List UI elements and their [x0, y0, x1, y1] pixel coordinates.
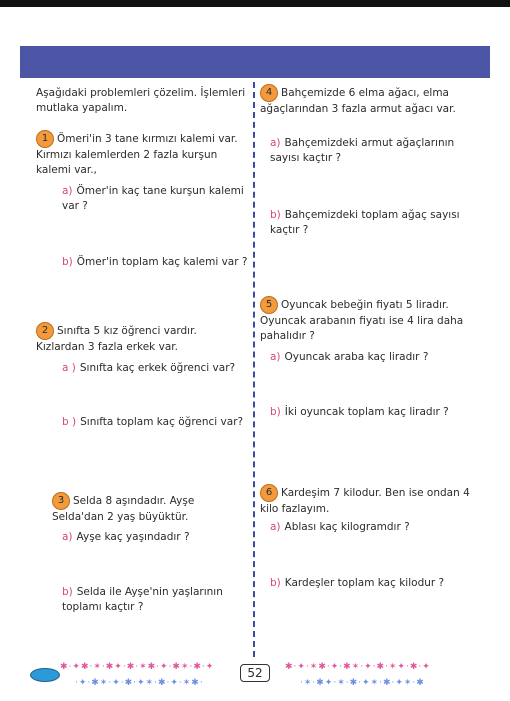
problem-6-question-a	[270, 520, 478, 535]
question-text: Ablası kaç kilogramdır ?	[284, 521, 410, 533]
problem-number-badge: 4	[260, 84, 278, 102]
problem-5-question-b	[270, 405, 478, 420]
question-label: a)	[270, 137, 281, 149]
problem-text: Sınıfta 5 kız öğrenci vardır. Kızlardan 3 fazla erkek var.	[36, 325, 197, 353]
fish-icon	[30, 668, 60, 682]
problem-number-badge: 3	[52, 492, 70, 510]
instructions-text: Aşağıdaki problemleri çözelim. İşlemleri mutlaka yapalım.	[36, 87, 246, 114]
problem-2-question-b	[62, 415, 248, 430]
problem-text: Selda 8 aşındadır. Ayşe Selda'dan 2 yaş büyüktür.	[52, 495, 195, 523]
problem-text: Bahçemizde 6 elma ağacı, elma ağaçlarından 3 fazla armut ağacı var.	[260, 87, 456, 115]
question-label: a )	[62, 362, 76, 374]
problem-2	[36, 322, 248, 355]
problem-text: Kardeşim 7 kilodur. Ben ise ondan 4 kilo fazlayım.	[260, 487, 470, 515]
problem-1	[36, 130, 248, 178]
question-text: Bahçemizdeki armut ağaçlarının sayısı kaçtır ?	[270, 137, 455, 164]
problem-5	[260, 296, 478, 344]
problem-number-badge: 1	[36, 130, 54, 148]
header-banner	[20, 46, 490, 78]
question-text: Sınıfta toplam kaç öğrenci var?	[80, 416, 244, 428]
question-text: Selda ile Ayşe'nin yaşlarının toplamı kaçtır ?	[62, 586, 223, 613]
question-label: a)	[270, 351, 281, 363]
problem-1-question-b	[62, 255, 248, 270]
question-label: a)	[270, 521, 281, 533]
question-label: a)	[62, 531, 73, 543]
problem-3-question-b	[62, 585, 248, 615]
question-text: Sınıfta kaç erkek öğrenci var?	[79, 362, 236, 374]
problem-4-question-b	[270, 208, 478, 238]
problem-number-badge: 6	[260, 484, 278, 502]
question-label: b)	[62, 586, 73, 598]
question-text: Ayşe kaç yaşındadır ?	[76, 531, 190, 543]
problem-text: Oyuncak bebeğin fiyatı 5 liradır. Oyuncak arabanın fiyatı ise 4 lira daha pahalıdır ?	[260, 299, 464, 342]
question-label: a)	[62, 185, 73, 197]
problem-1-question-a	[62, 184, 248, 214]
problem-3-question-a	[62, 530, 248, 545]
question-text: Oyuncak araba kaç liradır ?	[284, 351, 429, 363]
star-decoration-left: ✱·✦✱·✶·✱✦·✱·✶✱·✦·✱✶·✱·✦	[60, 662, 215, 672]
problem-5-question-a	[270, 350, 478, 365]
problem-text: Ömeri'in 3 tane kırmızı kalemi var. Kırmızı kalemlerden 2 fazla kurşun kalemi var.,	[36, 133, 238, 176]
question-text: Bahçemizdeki toplam ağaç sayısı kaçtır ?	[270, 209, 460, 236]
question-label: b)	[62, 256, 73, 268]
question-label: b)	[270, 209, 281, 221]
question-text: Ömer'in toplam kaç kalemi var ?	[76, 256, 248, 268]
question-label: b)	[270, 577, 281, 589]
problem-4-question-a	[270, 136, 478, 166]
problem-6	[260, 484, 478, 517]
question-label: b )	[62, 416, 77, 428]
problem-6-question-b	[270, 576, 478, 591]
question-text: Kardeşler toplam kaç kilodur ?	[284, 577, 445, 589]
star-decoration-left-2: ·✦·✱✶·✦·✱·✦✶·✱·✦·✶✱·	[75, 678, 204, 688]
problem-number-badge: 5	[260, 296, 278, 314]
page-number: 52	[240, 664, 270, 682]
top-border	[0, 0, 510, 7]
question-label: b)	[270, 406, 281, 418]
question-text: Ömer'in kaç tane kurşun kalemi var ?	[62, 185, 244, 212]
star-decoration-right: ✱·✦·✶✱·✦·✱✶·✦·✱·✶✦·✱·✦	[285, 662, 431, 672]
column-divider	[253, 82, 255, 657]
problem-number-badge: 2	[36, 322, 54, 340]
problem-4	[260, 84, 478, 117]
problem-3	[52, 492, 248, 525]
problem-2-question-a	[62, 361, 248, 376]
question-text: İki oyuncak toplam kaç liradır ?	[284, 406, 449, 418]
star-decoration-right-2: ·✶·✱✦·✶·✱·✦✶·✱·✦✶·✱	[300, 678, 425, 688]
